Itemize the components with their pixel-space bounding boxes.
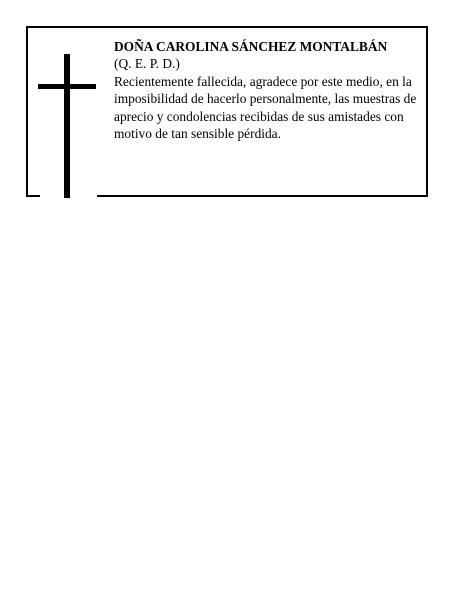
notice-message: Recientemente fallecida, agradece por este medio, en la imposibilidad de hacerlo personalmente, las muestras de aprecio y condolencias recibidas de sus amistades con motivo de tan sensible pérdida. [114,73,417,142]
notice-text [114,38,419,142]
qepd-abbreviation: (Q. E. P. D.) [114,56,180,72]
cross-icon [64,54,70,198]
cross-icon-crossbar [38,84,96,89]
deceased-name: DOÑA CAROLINA SÁNCHEZ MONTALBÁN [114,39,388,54]
